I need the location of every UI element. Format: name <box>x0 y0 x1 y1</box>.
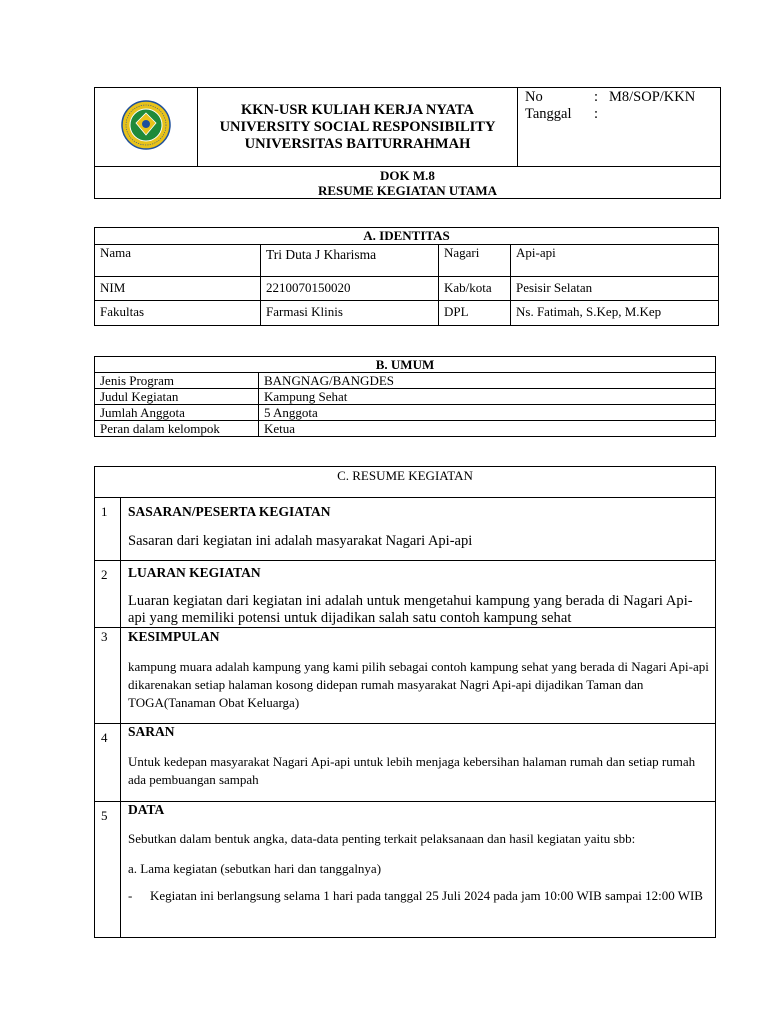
label-jumlah-anggota: Jumlah Anggota <box>95 405 259 421</box>
label-fakultas: Fakultas <box>95 301 261 326</box>
item-title-luaran: LUARAN KEGIATAN <box>128 565 261 580</box>
header-title-line-1: KKN-USR KULIAH KERJA NYATA <box>241 101 474 118</box>
doc-title-cell <box>95 167 721 199</box>
item-content <box>121 628 716 724</box>
value-nama: Tri Duta J Kharisma <box>261 245 439 277</box>
resume-table <box>94 466 716 938</box>
resume-item-5 <box>95 802 716 938</box>
bullet-dash: - <box>128 888 133 903</box>
resume-title-text: C. RESUME KEGIATAN <box>337 468 473 483</box>
label-peran: Peran dalam kelompok <box>95 421 259 437</box>
resume-item-1 <box>95 498 716 561</box>
label-jenis-program: Jenis Program <box>95 373 259 389</box>
identitas-table <box>94 227 719 326</box>
resume-title <box>95 467 716 498</box>
logo-cell <box>95 88 198 167</box>
item-text-saran: Untuk kedepan masyarakat Nagari Api-api untuk lebih menjaga kebersihan halaman rumah dan setiap rumah ada pembuangan sampah <box>128 754 696 787</box>
value-judul-kegiatan: Kampung Sehat <box>259 389 716 405</box>
meta-no <box>525 89 720 106</box>
value-jenis-program: BANGNAG/BANGDES <box>259 373 716 389</box>
item-title-data: DATA <box>128 802 165 817</box>
item-content <box>121 561 716 628</box>
umum-title: B. UMUM <box>95 357 716 373</box>
header-title <box>198 88 518 167</box>
item-number: 2 <box>95 561 121 628</box>
label-kabkota: Kab/kota <box>439 277 511 301</box>
resume-item-4 <box>95 724 716 802</box>
doc-title: RESUME KEGIATAN UTAMA <box>317 183 498 198</box>
value-peran: Ketua <box>259 421 716 437</box>
value-fakultas: Farmasi Klinis <box>261 301 439 326</box>
item-content <box>121 802 716 938</box>
value-kabkota: Pesisir Selatan <box>511 277 719 301</box>
tanggal-label: Tanggal <box>525 106 572 122</box>
value-jumlah-anggota: 5 Anggota <box>259 405 716 421</box>
resume-item-2 <box>95 561 716 628</box>
header-meta <box>518 88 721 167</box>
doc-code: DOK M.8 <box>380 168 435 183</box>
no-label: No <box>525 89 543 105</box>
item-title-kesimpulan: KESIMPULAN <box>128 629 220 644</box>
item-text-luaran: Luaran kegiatan dari kegiatan ini adalah untuk mengetahui kampung yang berada di Nagari Api-api yang memiliki potensi untuk dijadikan salah satu contoh kampung sehat <box>128 593 693 626</box>
value-nagari: Api-api <box>511 245 719 277</box>
item-content <box>121 724 716 802</box>
label-nim: NIM <box>95 277 261 301</box>
label-nagari: Nagari <box>439 245 511 277</box>
bullet-text: Kegiatan ini berlangsung selama 1 hari pada tanggal 25 Juli 2024 pada jam 10:00 WIB sampai 12:00 WIB <box>150 888 703 903</box>
item-title-sasaran: SASARAN/PESERTA KEGIATAN <box>128 504 331 519</box>
item-number: 5 <box>95 802 121 938</box>
label-judul-kegiatan: Judul Kegiatan <box>95 389 259 405</box>
university-logo <box>120 99 172 151</box>
header-title-line-2: UNIVERSITY SOCIAL RESPONSIBILITY <box>219 118 496 135</box>
value-nim: 2210070150020 <box>261 277 439 301</box>
item-text-data: Sebutkan dalam bentuk angka, data-data penting terkait pelaksanaan dan hasil kegiatan yaitu sbb: <box>128 831 636 846</box>
resume-item-3 <box>95 628 716 724</box>
item-title-saran: SARAN <box>128 724 175 739</box>
item-number: 1 <box>95 498 121 561</box>
item-number: 3 <box>95 628 121 724</box>
item-content <box>121 498 716 561</box>
label-nama: Nama <box>95 245 261 277</box>
umum-table <box>94 356 716 437</box>
bullet-item <box>128 887 709 905</box>
item-number: 4 <box>95 724 121 802</box>
item-text-kesimpulan: kampung muara adalah kampung yang kami pilih sebagai contoh kampung sehat yang berada di Nagari Api-api dikarenakan setiap halaman kosong didepan rumah masyarakat Nagri Api-api dijadikan Taman dan TOGA(Tanaman Obat Keluarga) <box>128 659 709 710</box>
header-title-line-3: UNIVERSITAS BAITURRAHMAH <box>244 135 471 152</box>
value-dpl: Ns. Fatimah, S.Kep, M.Kep <box>511 301 719 326</box>
tanggal-colon: : <box>594 106 599 122</box>
meta-tanggal <box>525 106 720 123</box>
no-value: M8/SOP/KKN <box>609 89 696 105</box>
document-header <box>94 87 721 199</box>
no-colon: : <box>594 89 599 105</box>
identitas-title: A. IDENTITAS <box>95 228 719 245</box>
item-sub-lama-kegiatan: a. Lama kegiatan (sebutkan hari dan tanggalnya) <box>128 861 382 876</box>
item-text-sasaran: Sasaran dari kegiatan ini adalah masyarakat Nagari Api-api <box>128 533 473 549</box>
label-dpl: DPL <box>439 301 511 326</box>
